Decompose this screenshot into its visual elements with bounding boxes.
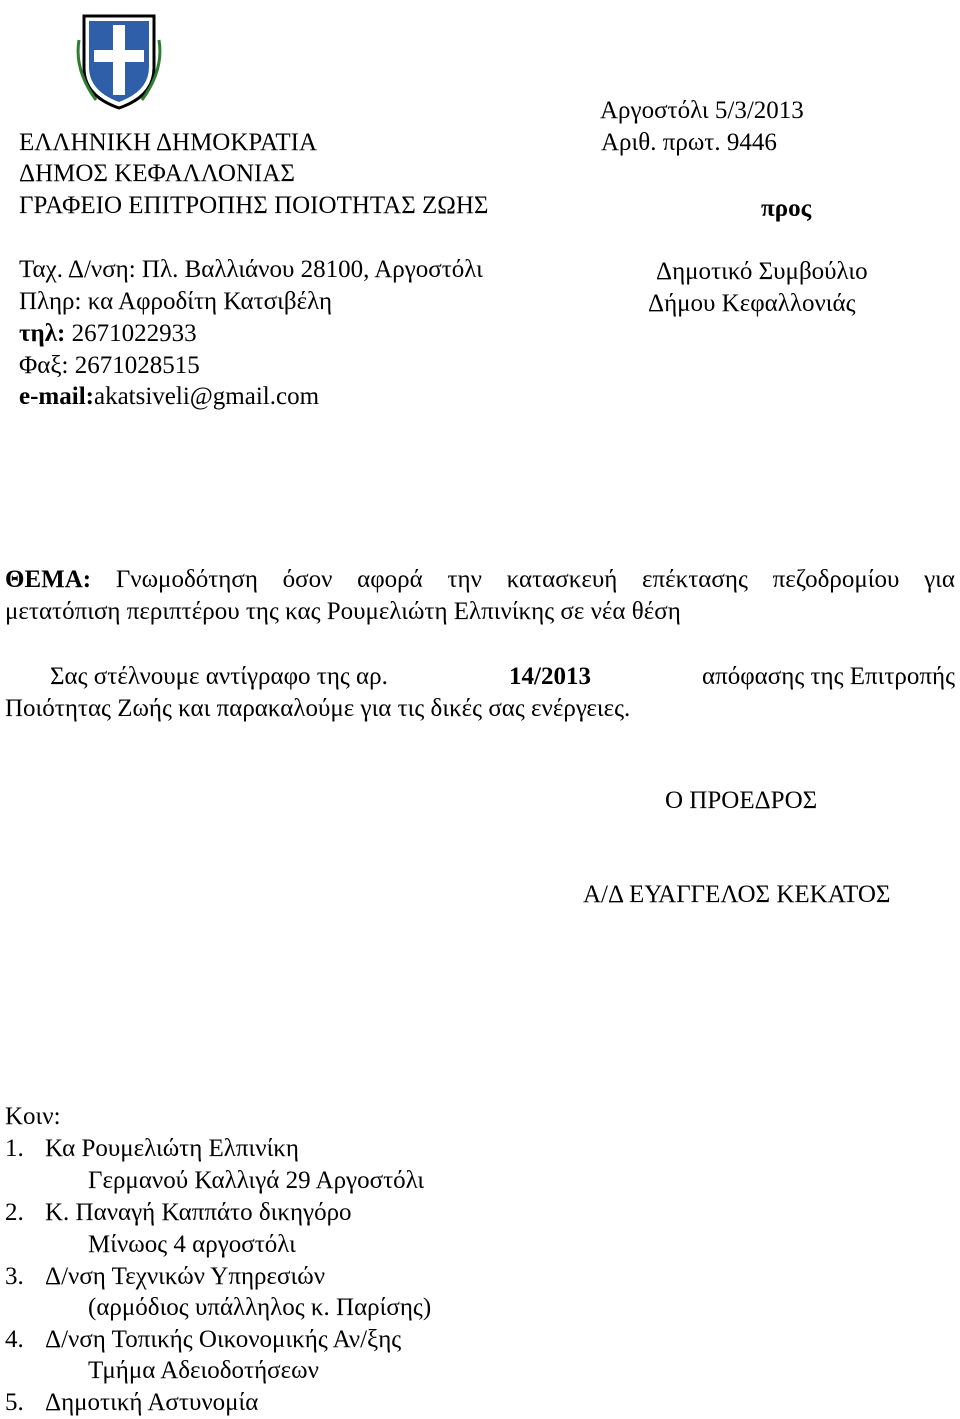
email-label: e-mail: bbox=[19, 383, 94, 410]
subject-label: ΘΕΜΑ: bbox=[5, 566, 92, 593]
signature-title: Ο ΠΡΟΕΔΡΟΣ bbox=[665, 787, 818, 814]
body-line-1 bbox=[5, 661, 955, 692]
recipient-line-1: Δημοτικό Συμβούλιο bbox=[656, 258, 868, 285]
cc-item-name: Κα Ρουμελιώτη Ελπινίκη bbox=[45, 1135, 299, 1162]
body-text-pre bbox=[5, 661, 495, 692]
cc-item-number: 2. bbox=[5, 1199, 24, 1226]
cc-item-detail: Μίνωος 4 αργοστόλι bbox=[88, 1231, 296, 1258]
subject-line-2: μετατόπιση περιπτέρου της κας Ρουμελιώτη Ελπινίκης σε νέα θέση bbox=[5, 598, 681, 625]
cc-item-number: 5. bbox=[5, 1389, 24, 1416]
cc-item bbox=[5, 1197, 352, 1228]
cc-item-name: Δ/νση Τοπικής Οικονομικής Αν/ξης bbox=[45, 1326, 402, 1353]
contact-person: Πληρ: κα Αφροδίτη Κατσιβέλη bbox=[19, 288, 333, 315]
coat-of-arms-icon bbox=[76, 10, 162, 110]
cc-item-name: Δημοτική Αστυνομία bbox=[45, 1389, 259, 1416]
cc-item-name: Κ. Παναγή Καππάτο δικηγόρο bbox=[45, 1199, 352, 1226]
postal-address: Ταχ. Δ/νση: Πλ. Βαλλιάνου 28100, Αργοστόλι bbox=[19, 256, 483, 283]
email-address[interactable]: akatsiveli@gmail.com bbox=[93, 383, 320, 410]
protocol-number: Αριθ. πρωτ. 9446 bbox=[601, 129, 777, 156]
cc-item bbox=[5, 1261, 325, 1292]
cc-item bbox=[5, 1324, 401, 1355]
subject-line-1 bbox=[5, 564, 955, 595]
republic-heading: ΕΛΛΗΝΙΚΗ ΔΗΜΟΚΡΑΤΙΑ bbox=[19, 129, 317, 156]
email-line bbox=[19, 381, 319, 412]
phone-line bbox=[19, 318, 197, 349]
cc-item bbox=[5, 1387, 258, 1418]
cc-item-number: 4. bbox=[5, 1326, 24, 1353]
office-heading: ΓΡΑΦΕΙΟ ΕΠΙΤΡΟΠΗΣ ΠΟΙΟΤΗΤΑΣ ΖΩΗΣ bbox=[19, 192, 489, 219]
municipality-heading: ΔΗΜΟΣ ΚΕΦΑΛΛΟΝΙΑΣ bbox=[19, 160, 295, 187]
signature-name: Α/Δ ΕΥΑΓΓΕΛΟΣ ΚΕΚΑΤΟΣ bbox=[583, 881, 891, 908]
phone-number: 2671022933 bbox=[65, 320, 197, 347]
recipient-line-2: Δήμου Κεφαλλονιάς bbox=[648, 290, 856, 317]
cc-item-name: Δ/νση Τεχνικών Υπηρεσιών bbox=[45, 1263, 325, 1290]
fax-line: Φαξ: 2671028515 bbox=[19, 352, 200, 379]
cc-item-number: 1. bbox=[5, 1135, 24, 1162]
recipient-to: προς bbox=[761, 195, 812, 222]
cc-item bbox=[5, 1133, 299, 1164]
letter-date: Αργοστόλι 5/3/2013 bbox=[600, 97, 804, 124]
body-pre-text: Σας στέλνουμε αντίγραφο της αρ. bbox=[50, 663, 388, 690]
cc-item-number: 3. bbox=[5, 1263, 24, 1290]
body-line-2: Ποιότητας Ζωής και παρακαλούμε για τις δικές σας ενέργειες. bbox=[5, 695, 631, 722]
cc-item-detail: Τμήμα Αδειοδοτήσεων bbox=[88, 1357, 319, 1384]
decision-number: 14/2013 bbox=[509, 663, 591, 690]
cc-item-detail: (αρμόδιος υπάλληλος κ. Παρίσης) bbox=[88, 1294, 432, 1321]
phone-label: τηλ: bbox=[19, 320, 66, 347]
body-post-text: απόφασης της Επιτροπής bbox=[702, 663, 955, 690]
cc-label: Κοιν: bbox=[5, 1103, 61, 1130]
subject-text-1: Γνωμοδότηση όσον αφορά την κατασκευή επέκτασης πεζοδρομίου για bbox=[91, 566, 955, 593]
cc-item-detail: Γερμανού Καλλιγά 29 Αργοστόλι bbox=[88, 1167, 425, 1194]
